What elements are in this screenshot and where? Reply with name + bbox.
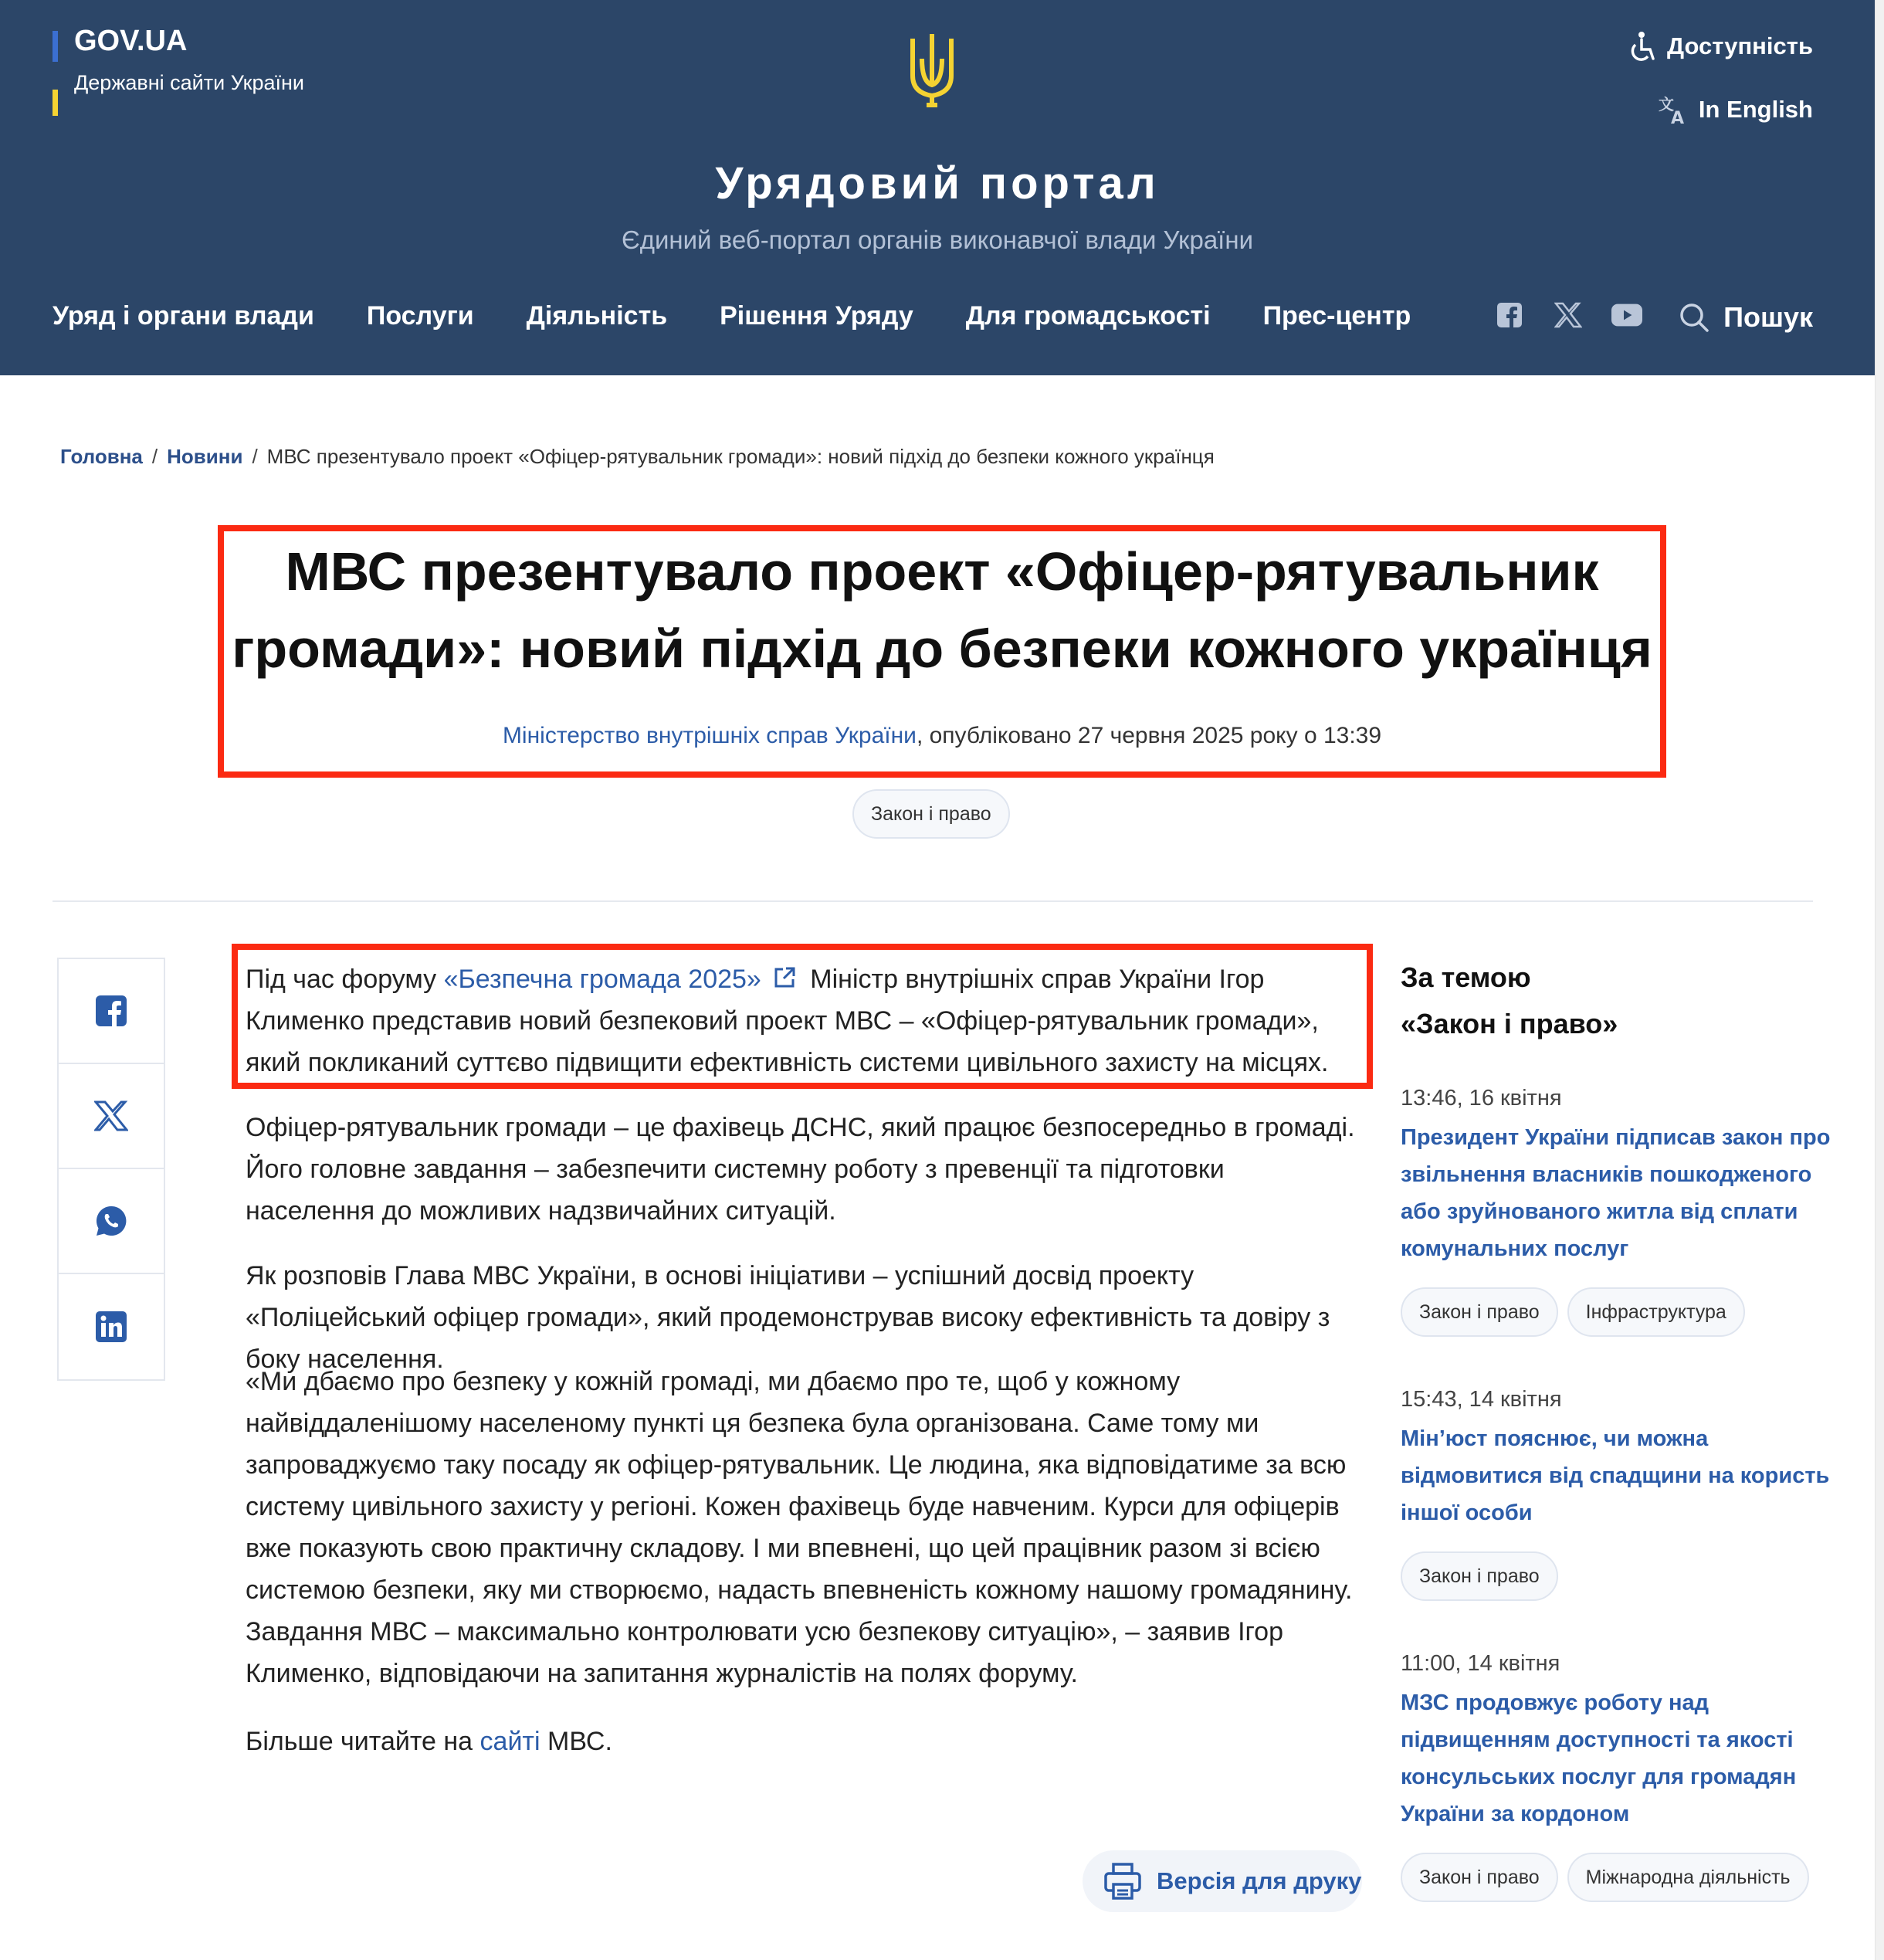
nav-item-government[interactable]: Уряд і органи влади [53, 301, 314, 331]
nav-item-decisions[interactable]: Рішення Уряду [720, 301, 913, 331]
print-version-button[interactable] [1083, 1850, 1362, 1912]
english-label: In English [1698, 96, 1813, 123]
article-paragraph: Як розповів Глава МВС України, в основі ініціативи – успішний досвід проекту «Поліцейський офіцер громади», який продемонстрував високу ефективність та довіру з боку населення. [246, 1261, 1330, 1374]
share-facebook-button[interactable] [59, 959, 164, 1064]
svg-text:A: A [1670, 109, 1684, 125]
nav-item-services[interactable]: Послуги [366, 301, 474, 331]
paragraph-text: МВС. [547, 1727, 612, 1756]
search-label: Пошук [1723, 301, 1813, 333]
news-tag[interactable]: Закон і право [1401, 1853, 1558, 1902]
forum-link[interactable]: «Безпечна громада 2025» [443, 965, 761, 994]
search-icon [1679, 302, 1709, 333]
breadcrumb-separator: / [252, 445, 258, 468]
breadcrumb-separator: / [151, 445, 158, 468]
news-link[interactable]: МЗС продовжує роботу над підвищенням доступності та якості консульських послуг для громадян України за кордоном [1401, 1690, 1797, 1826]
nav-item-public[interactable]: Для громадськості [965, 301, 1211, 331]
facebook-icon[interactable] [1494, 300, 1525, 331]
nav-item-press[interactable]: Прес-центр [1262, 301, 1411, 331]
whatsapp-icon [95, 1205, 127, 1237]
list-item [1401, 1387, 1833, 1601]
main-nav [53, 301, 1411, 331]
accessibility-link[interactable] [1627, 31, 1813, 62]
page-scrollbar[interactable] [1875, 0, 1884, 1960]
print-label: Версія для друку [1157, 1867, 1362, 1894]
flag-yellow-bar [53, 90, 58, 116]
x-icon[interactable] [1553, 300, 1584, 331]
flag-blue-bar [53, 31, 58, 62]
portal-title[interactable]: Урядовий портал [715, 158, 1160, 209]
source-link[interactable]: сайті [479, 1727, 548, 1756]
sidebar-title [1401, 955, 1833, 1047]
search-button[interactable] [1679, 301, 1813, 334]
trident-icon[interactable] [906, 31, 957, 108]
govua-subtitle: Державні сайти України [74, 71, 304, 94]
list-item [1401, 1651, 1833, 1902]
news-link[interactable]: Президент України підписав закон про звільнення власників пошкодженого або зруйнованого житла від сплати комунальних послуг [1401, 1125, 1831, 1261]
sidebar-title-line: «Закон і право» [1401, 1008, 1618, 1039]
related-sidebar [1401, 955, 1833, 1888]
nav-item-activity[interactable]: Діяльність [526, 301, 668, 331]
social-links [1494, 300, 1642, 331]
article-paragraph [246, 958, 1360, 1083]
article-title: МВС презентувало проект «Офіцер-рятувальник громади»: новий підхід до безпеки кожного українця [232, 541, 1652, 679]
portal-subtitle: Єдиний веб-портал органів виконавчої влади України [621, 226, 1254, 254]
accessibility-label: Доступність [1667, 32, 1813, 59]
news-time: 13:46, 16 квітня [1401, 1086, 1562, 1111]
article-byline [218, 723, 1666, 749]
paragraph-text: Під час форуму [246, 965, 444, 994]
english-link[interactable] [1657, 94, 1813, 125]
govua-title[interactable]: GOV.UA [74, 25, 188, 57]
sidebar-title-line: За темою [1401, 961, 1531, 993]
news-tag[interactable]: Закон і право [1401, 1287, 1558, 1337]
translate-icon [1657, 94, 1688, 125]
article-paragraph [246, 1721, 1360, 1762]
youtube-icon[interactable] [1611, 300, 1642, 331]
news-time: 11:00, 14 квітня [1401, 1651, 1560, 1676]
list-item [1401, 1086, 1833, 1337]
paragraph-text: Міністр внутрішніх справ України Ігор Клименко представив новий безпековий проект МВС – «Офіцер-рятувальник громади», який покликаний суттєво підвищити ефективність системи цивільного захисту на місцях. [246, 965, 1329, 1077]
breadcrumb-current: МВС презентувало проект «Офіцер-рятувальник громади»: новий підхід до безпеки кожного українця [266, 445, 1215, 468]
facebook-icon [96, 995, 127, 1026]
printer-icon [1103, 1861, 1143, 1901]
news-tag[interactable]: Закон і право [1401, 1551, 1558, 1601]
share-whatsapp-button[interactable] [59, 1169, 164, 1274]
publish-date: , опубліковано 27 червня 2025 року о 13:39 [916, 723, 1382, 748]
section-divider [53, 900, 1813, 902]
news-tag[interactable]: Інфраструктура [1567, 1287, 1745, 1337]
article-tag[interactable]: Закон і право [852, 789, 1010, 839]
x-icon [94, 1100, 128, 1131]
news-tag[interactable]: Міжнародна діяльність [1567, 1853, 1809, 1902]
news-time: 15:43, 14 квітня [1401, 1387, 1562, 1412]
news-link[interactable]: Мін’юст пояснює, чи можна відмовитися від спадщини на користь іншої особи [1401, 1426, 1830, 1525]
svg-text:文: 文 [1658, 95, 1674, 114]
article-paragraph: «Ми дбаємо про безпеку у кожній громаді, ми дбаємо про те, щоб у кожному найвіддаленішому населеному пункті ця безпека була організована. Саме тому ми запроваджуємо таку посаду як офіцер-рятувальник. Це людина, яка відповідатиме за всю систему цивільного захисту у регіоні. Кожен фахівець буде навченим. Курси для офіцерів вже показують свою практичну складову. І ми впевнені, що цей працівник разом зі всією системою безпеки, яку ми створюємо, надасть впевненість кожному нашому громадянину. Завдання МВС – максимально контролювати усю безпекову ситуацію», – заявив Ігор Клименко, відповідаючи на запитання журналістів на полях форуму. [246, 1367, 1353, 1688]
external-link-icon [772, 965, 797, 990]
breadcrumb-home[interactable]: Головна [60, 445, 143, 468]
share-x-button[interactable] [59, 1064, 164, 1169]
breadcrumb-news[interactable]: Новини [167, 445, 243, 468]
accessibility-icon [1627, 31, 1656, 62]
site-header [0, 0, 1875, 375]
ministry-link[interactable]: Міністерство внутрішніх справ України [502, 723, 917, 748]
article-paragraph: Офіцер-рятувальник громади – це фахівець ДСНС, який працює безпосередньо в громаді. Його головне завдання – забезпечити системну роботу з превенції та підготовки населення до можливих надзвичайних ситуацій. [246, 1113, 1355, 1226]
paragraph-text: Більше читайте на [246, 1727, 480, 1756]
linkedin-icon [96, 1311, 127, 1342]
share-panel [57, 958, 165, 1381]
breadcrumb [60, 445, 1215, 469]
share-linkedin-button[interactable] [59, 1274, 164, 1379]
